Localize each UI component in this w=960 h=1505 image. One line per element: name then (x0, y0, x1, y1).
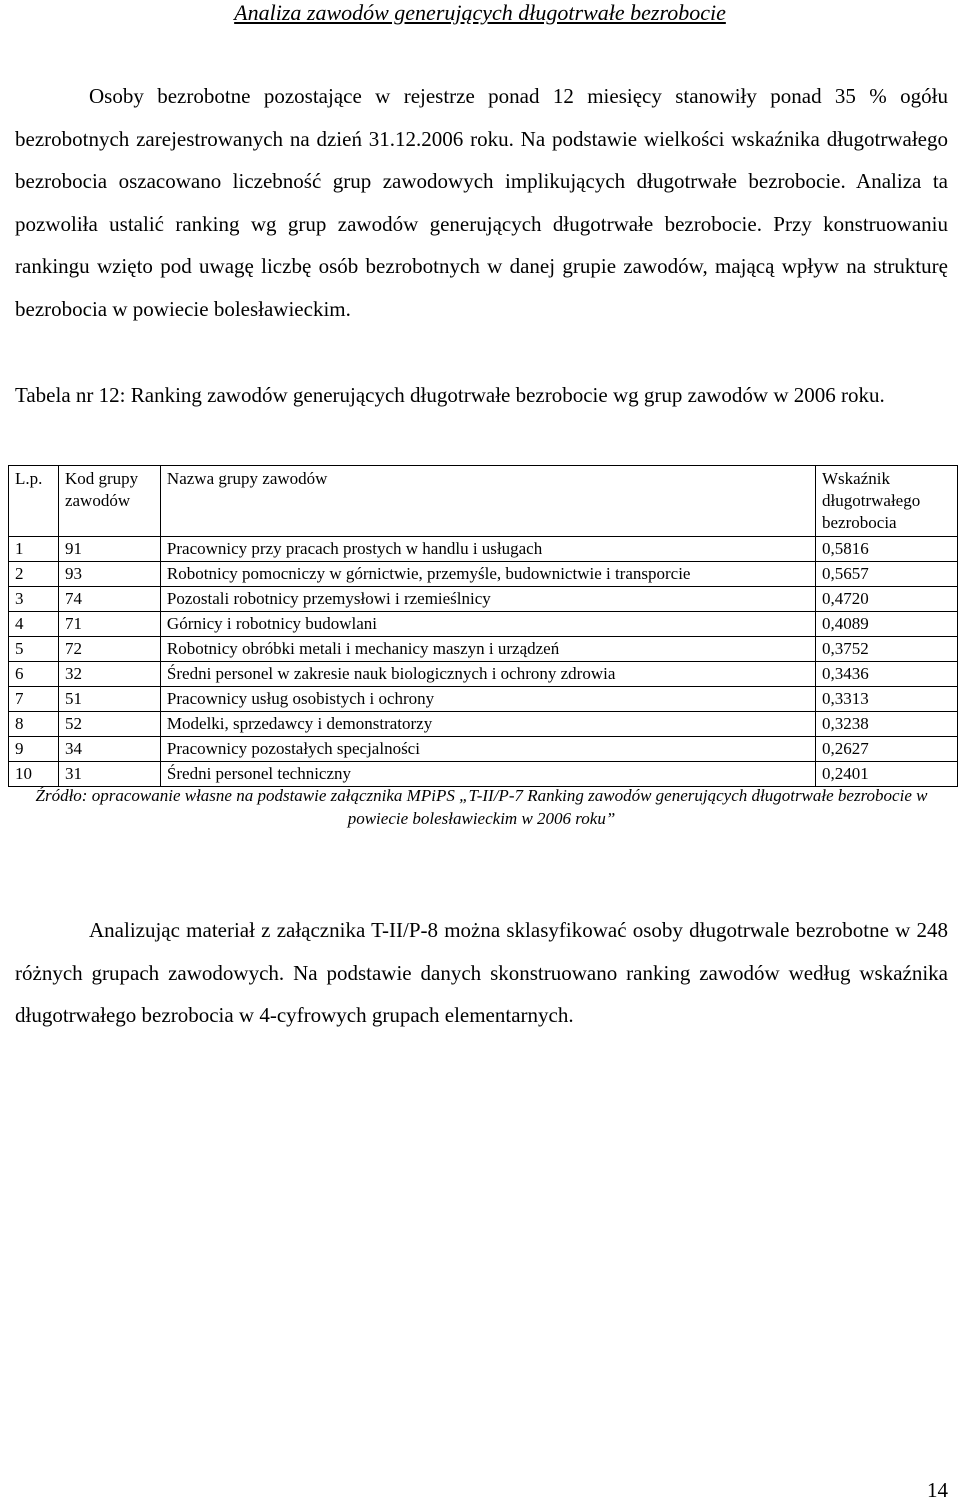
cell-name: Średni personel w zakresie nauk biologicznych i ochrony zdrowia (160, 662, 815, 687)
table-caption: Tabela nr 12: Ranking zawodów generujących długotrwałe bezrobocie wg grup zawodów w 2006 roku. (15, 383, 885, 407)
cell-lp: 4 (9, 612, 59, 637)
cell-index: 0,2401 (816, 762, 958, 787)
cell-lp: 3 (9, 587, 59, 612)
cell-name: Średni personel techniczny (160, 762, 815, 787)
cell-name: Pracownicy pozostałych specjalności (160, 737, 815, 762)
header-name: Nazwa grupy zawodów (160, 466, 815, 537)
cell-index: 0,2627 (816, 737, 958, 762)
cell-index: 0,3313 (816, 687, 958, 712)
table-row (9, 612, 958, 637)
cell-index: 0,4089 (816, 612, 958, 637)
table-row (9, 562, 958, 587)
page-header-title: Analiza zawodów generujących długotrwałe bezrobocie (234, 0, 726, 25)
cell-index: 0,5657 (816, 562, 958, 587)
cell-code: 72 (58, 637, 160, 662)
cell-name: Pracownicy usług osobistych i ochrony (160, 687, 815, 712)
header-index: Wskaźnik długotrwałego bezrobocia (816, 466, 958, 537)
cell-code: 74 (58, 587, 160, 612)
cell-lp: 2 (9, 562, 59, 587)
cell-code: 93 (58, 562, 160, 587)
cell-lp: 8 (9, 712, 59, 737)
table-row (9, 762, 958, 787)
table-row (9, 587, 958, 612)
cell-name: Pracownicy przy pracach prostych w handlu i usługach (160, 537, 815, 562)
cell-code: 51 (58, 687, 160, 712)
cell-code: 71 (58, 612, 160, 637)
cell-name: Robotnicy pomocniczy w górnictwie, przemyśle, budownictwie i transporcie (160, 562, 815, 587)
cell-lp: 6 (9, 662, 59, 687)
paragraph-analysis-text: Analizując materiał z załącznika T-II/P-8 można sklasyfikować osoby długotrwale bezrobotne w 248 różnych grupach zawodowych. Na podstawie danych skonstruowano ranking zawodów według wskaźnika długotrwałego bezrobocia w 4-cyfrowych grupach elementarnych. (15, 918, 948, 1027)
cell-lp: 10 (9, 762, 59, 787)
page-number: 14 (927, 1478, 948, 1502)
header-lp: L.p. (9, 466, 59, 537)
cell-name: Pozostali robotnicy przemysłowi i rzemieślnicy (160, 587, 815, 612)
table-row (9, 712, 958, 737)
cell-index: 0,4720 (816, 587, 958, 612)
cell-name: Modelki, sprzedawcy i demonstratorzy (160, 712, 815, 737)
cell-lp: 7 (9, 687, 59, 712)
cell-index: 0,3238 (816, 712, 958, 737)
table-row (9, 662, 958, 687)
table-body (9, 537, 958, 787)
table-header-row (9, 466, 958, 537)
header-code: Kod grupy zawodów (58, 466, 160, 537)
cell-name: Robotnicy obróbki metali i mechanicy maszyn i urządzeń (160, 637, 815, 662)
paragraph-intro-text: Osoby bezrobotne pozostające w rejestrze ponad 12 miesięcy stanowiły ponad 35 % ogółu bezrobotnych zarejestrowanych na dzień 31.12.2006 roku. Na podstawie wielkości wskaźnika długotrwałego bezrobocia oszacowano liczebność grup zawodowych implikujących długotrwałe bezrobocie. Analiza ta pozwoliła ustalić ranking wg grup zawodów generujących długotrwałe bezrobocie. Przy konstruowaniu rankingu wzięto pod uwagę liczbę osób bezrobotnych w danej grupie zawodów, mającą wpływ na strukturę bezrobocia w powiecie bolesławieckim. (15, 84, 948, 321)
cell-index: 0,5816 (816, 537, 958, 562)
cell-index: 0,3436 (816, 662, 958, 687)
cell-lp: 1 (9, 537, 59, 562)
cell-code: 91 (58, 537, 160, 562)
cell-index: 0,3752 (816, 637, 958, 662)
cell-code: 34 (58, 737, 160, 762)
ranking-table (8, 465, 958, 787)
table-row (9, 637, 958, 662)
source-note: Źródło: opracowanie własne na podstawie załącznika MPiPS „T-II/P-7 Ranking zawodów generujących długotrwałe bezrobocie w powiecie bolesławieckim w 2006 roku” (35, 786, 928, 828)
cell-code: 52 (58, 712, 160, 737)
cell-name: Górnicy i robotnicy budowlani (160, 612, 815, 637)
cell-code: 31 (58, 762, 160, 787)
table-row (9, 687, 958, 712)
cell-lp: 5 (9, 637, 59, 662)
cell-lp: 9 (9, 737, 59, 762)
table-row (9, 537, 958, 562)
cell-code: 32 (58, 662, 160, 687)
table-row (9, 737, 958, 762)
paragraph-intro (15, 75, 948, 330)
paragraph-analysis (15, 909, 948, 1037)
